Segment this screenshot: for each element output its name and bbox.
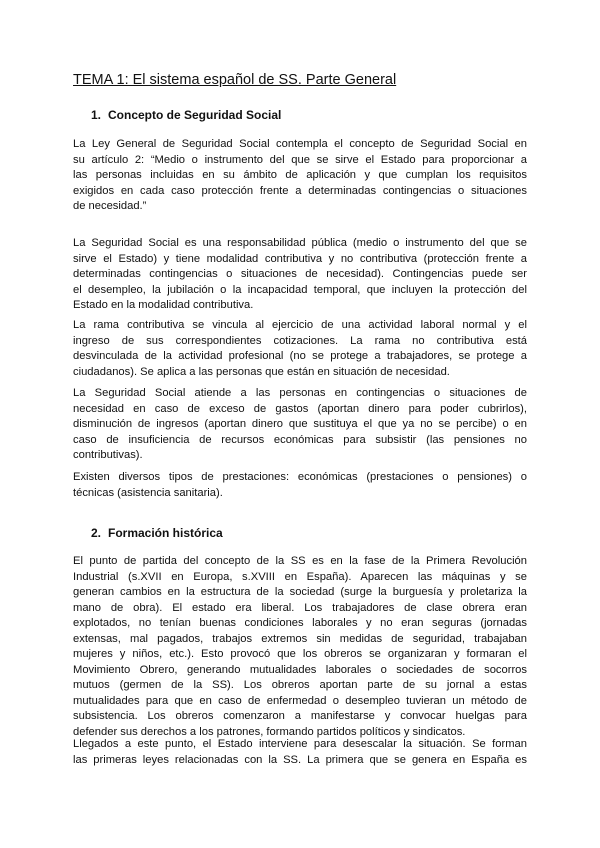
- section-heading-formacion: [91, 526, 223, 540]
- section-heading-concepto: [91, 108, 281, 122]
- text-line: explotados, no tenían buenas condiciones laborales y no eran seguras (jornadas: [73, 617, 527, 629]
- text-line: desvinculada de la actividad profesional (no se protege a trabajadores, se protege a: [73, 350, 527, 362]
- text-line: Llegados a este punto, el Estado interviene para desescalar la situación. Se forman: [73, 738, 527, 750]
- text-line: exigidos en cada caso protección frente a determinadas contingencias o situaciones: [73, 184, 527, 197]
- text-line: ciudadanos). Se aplica a las personas que están en situación de necesidad.: [73, 365, 450, 378]
- text-line: La rama contributiva se vincula al ejercicio de una actividad laboral normal y el: [73, 319, 527, 331]
- text-line: las primeras leyes relacionadas con la SS. La primera que se genera en España es: [73, 753, 527, 766]
- document-title: TEMA 1: El sistema español de SS. Parte General: [73, 72, 397, 88]
- section-title: Formación histórica: [108, 526, 223, 540]
- paragraph: [73, 470, 527, 501]
- text-line: su artículo 2: “Medio o instrumento del que se sirve el Estado para proporcionar a: [73, 153, 527, 166]
- text-line: subsistencia. Los obreros comenzaron a manifestarse y convocar huelgas para: [73, 710, 527, 722]
- text-line: de necesidad.”: [73, 200, 147, 212]
- text-line: El punto de partida del concepto de la SS es en la fase de la Primera Revolución: [73, 555, 527, 567]
- paragraph: [73, 554, 527, 740]
- text-line: sirve el Estado) y tiene modalidad contributiva y no contributiva (protección frente a: [73, 252, 527, 265]
- text-line: extensas, mal pagados, trabajos extremos sin medidas de seguridad, trabajaban: [73, 632, 527, 645]
- text-line: defender sus derechos a los patrones, formando partidos políticos y sindicatos.: [73, 725, 466, 738]
- text-line: determinadas contingencias o situaciones de necesidad). Contingencias puede ser: [73, 268, 527, 280]
- text-line: necesidad en caso de exceso de gastos (aportan dinero para poder cubrirlos),: [73, 402, 527, 415]
- paragraph: [73, 318, 527, 380]
- text-line: La Seguridad Social es una responsabilidad pública (medio o instrumento del que se: [73, 237, 527, 249]
- text-line: mutuos (germen de la SS). Los obreros aportan parte de su jornal a estas: [73, 679, 527, 691]
- section-title: Concepto de Seguridad Social: [108, 108, 282, 122]
- section-number: 1.: [91, 108, 102, 122]
- text-line: mutualidades para que en caso de enfermedad o desempleo tuvieran un método de: [73, 694, 527, 707]
- paragraph: [73, 737, 527, 768]
- text-line: contributivas).: [73, 449, 143, 461]
- text-line: ingreso de sus correspondientes cotizaciones. La rama no contributiva está: [73, 334, 527, 347]
- text-line: técnicas (asistencia sanitaria).: [73, 486, 223, 499]
- text-line: generan cambios en la estructura de la sociedad (surge la burguesía y proletariza la: [73, 586, 527, 598]
- text-line: Industrial (s.XVII en Europa, s.XVIII en España). Aparecen las máquinas y se: [73, 570, 527, 583]
- paragraph: [73, 386, 527, 464]
- paragraph: [73, 137, 527, 215]
- text-line: Estado en la modalidad contributiva.: [73, 299, 254, 311]
- text-line: Movimiento Obrero, generando mutualidades laborales o sociedades de socorros: [73, 663, 527, 676]
- text-line: La Seguridad Social atiende a las personas en contingencias o situaciones de: [73, 387, 527, 399]
- text-line: caso de insuficiencia de recursos económicas para subsistir (las pensiones no: [73, 433, 527, 446]
- text-line: disminución de ingresos (aportan dinero que sustituya el que ya no se percibe) o en: [73, 418, 527, 430]
- text-line: el desempleo, la jubilación o la incapacidad temporal, que incluyen la protección del: [73, 283, 527, 296]
- text-line: La Ley General de Seguridad Social contempla el concepto de Seguridad Social en: [73, 138, 527, 150]
- section-number: 2.: [91, 526, 102, 540]
- text-line: Existen diversos tipos de prestaciones: económicas (prestaciones o pensiones) o: [73, 471, 527, 483]
- text-line: las personas incluidas en su ámbito de aplicación y que cumplan los requisitos: [73, 169, 527, 181]
- text-line: mano de obra). El estado era liberal. Los trabajadores de clase obrera eran: [73, 601, 527, 614]
- paragraph: [73, 236, 527, 314]
- text-line: mujeres y niños, etc.). Esto provocó que los obreros se organizaran y formaran el: [73, 648, 527, 660]
